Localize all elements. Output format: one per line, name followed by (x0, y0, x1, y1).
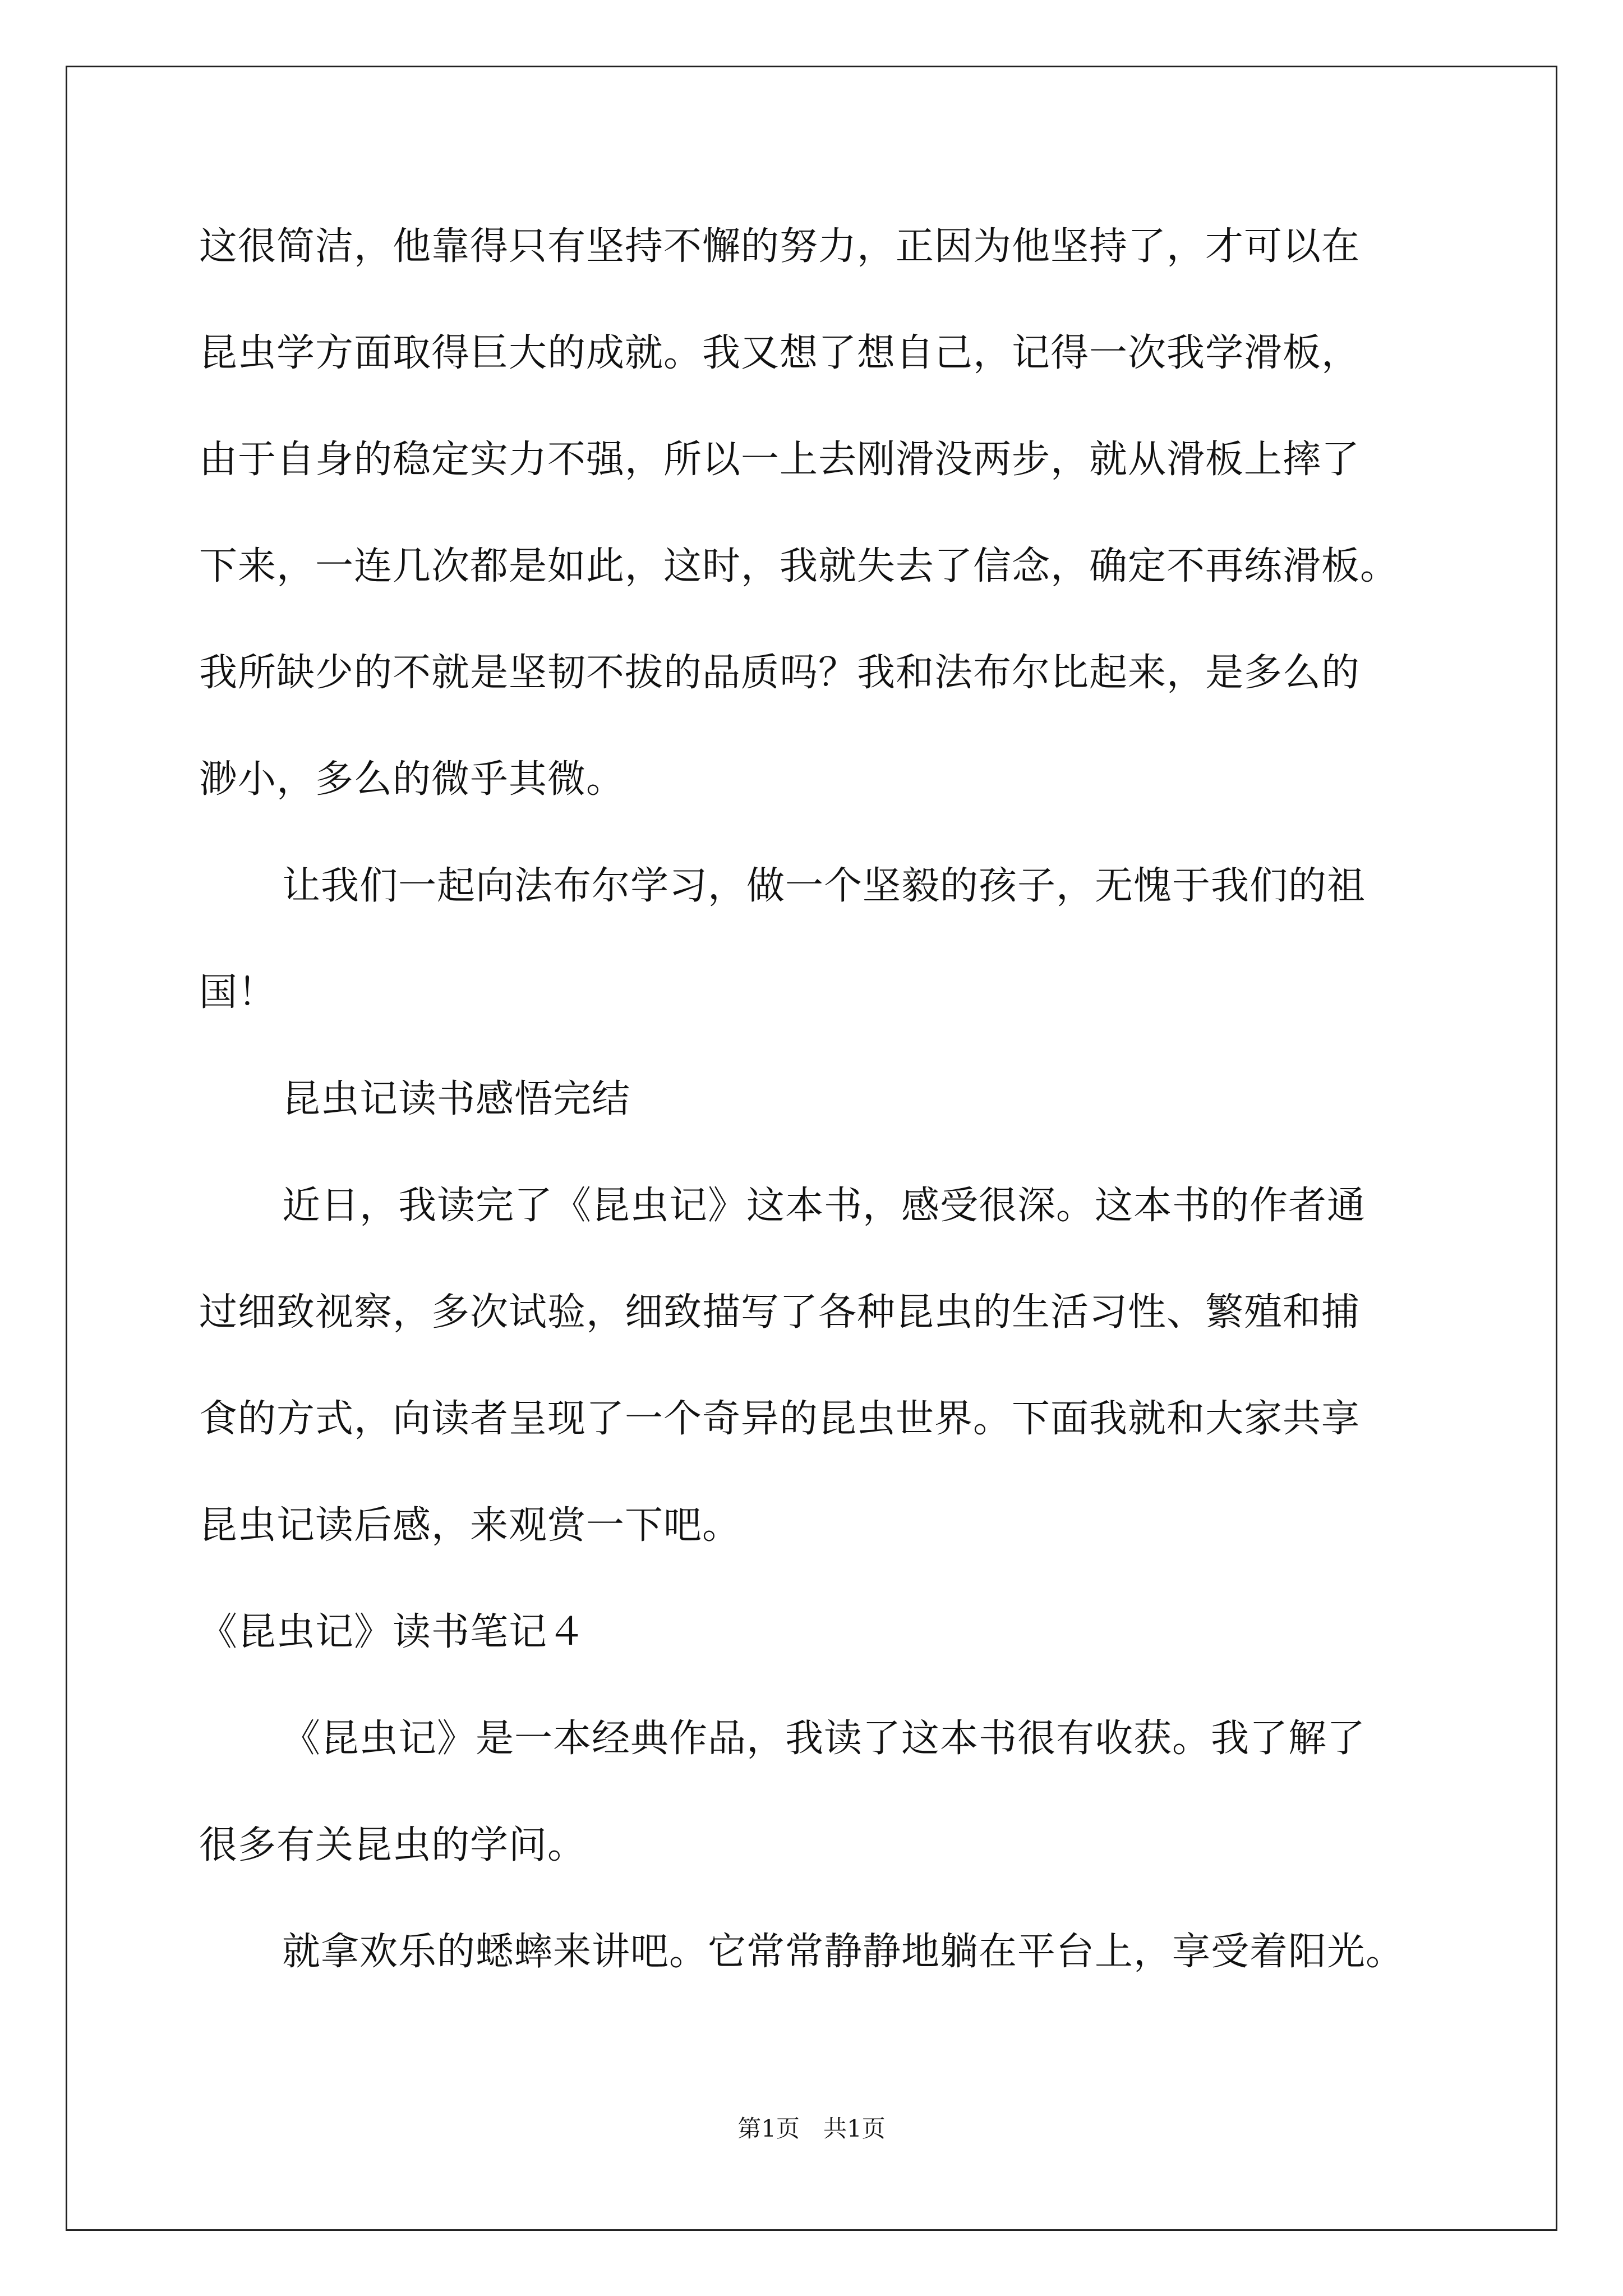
text-line: 渺小，多么的微乎其微。 (199, 757, 625, 802)
text-line: 过细致视察，多次试验，细致描写了各种昆虫的生活习性、繁殖和捕 (199, 1290, 1361, 1335)
text-line: 很多有关昆虫的学问。 (199, 1823, 587, 1867)
text-line: 《昆虫记》是一本经典作品，我读了这本书很有收获。我了解了 (282, 1717, 1366, 1761)
section-heading: 《昆虫记》读书笔记４ (199, 1610, 587, 1654)
text-line: 我所缺少的不就是坚韧不拔的品质吗？我和法布尔比起来，是多么的 (199, 651, 1361, 695)
text-line: 这很简洁，他靠得只有坚持不懈的努力，正因为他坚持了，才可以在 (199, 224, 1361, 269)
text-line: 昆虫学方面取得巨大的成就。我又想了想自己，记得一次我学滑板， (199, 331, 1361, 375)
text-line: 由于自身的稳定实力不强，所以一上去刚滑没两步，就从滑板上摔了 (199, 438, 1361, 482)
text-line: 近日，我读完了《昆虫记》这本书，感受很深。这本书的作者通 (282, 1184, 1366, 1228)
text-line: 让我们一起向法布尔学习，做一个坚毅的孩子，无愧于我们的祖 (282, 864, 1366, 908)
page-border (66, 66, 1557, 2231)
text-line: 就拿欢乐的蟋蟀来讲吧。它常常静静地躺在平台上，享受着阳光。 (282, 1930, 1405, 1974)
page-footer: 第1页 共1页 (737, 2115, 886, 2142)
text-line: 下来，一连几次都是如此，这时，我就失去了信念，确定不再练滑板。 (199, 544, 1399, 588)
text-line: 国！ (199, 970, 277, 1015)
text-line: 食的方式，向读者呈现了一个奇异的昆虫世界。下面我就和大家共享 (199, 1397, 1361, 1441)
text-line: 昆虫记读后感，来观赏一下吧。 (199, 1503, 741, 1548)
section-title: 昆虫记读书感悟完结 (282, 1077, 631, 1121)
